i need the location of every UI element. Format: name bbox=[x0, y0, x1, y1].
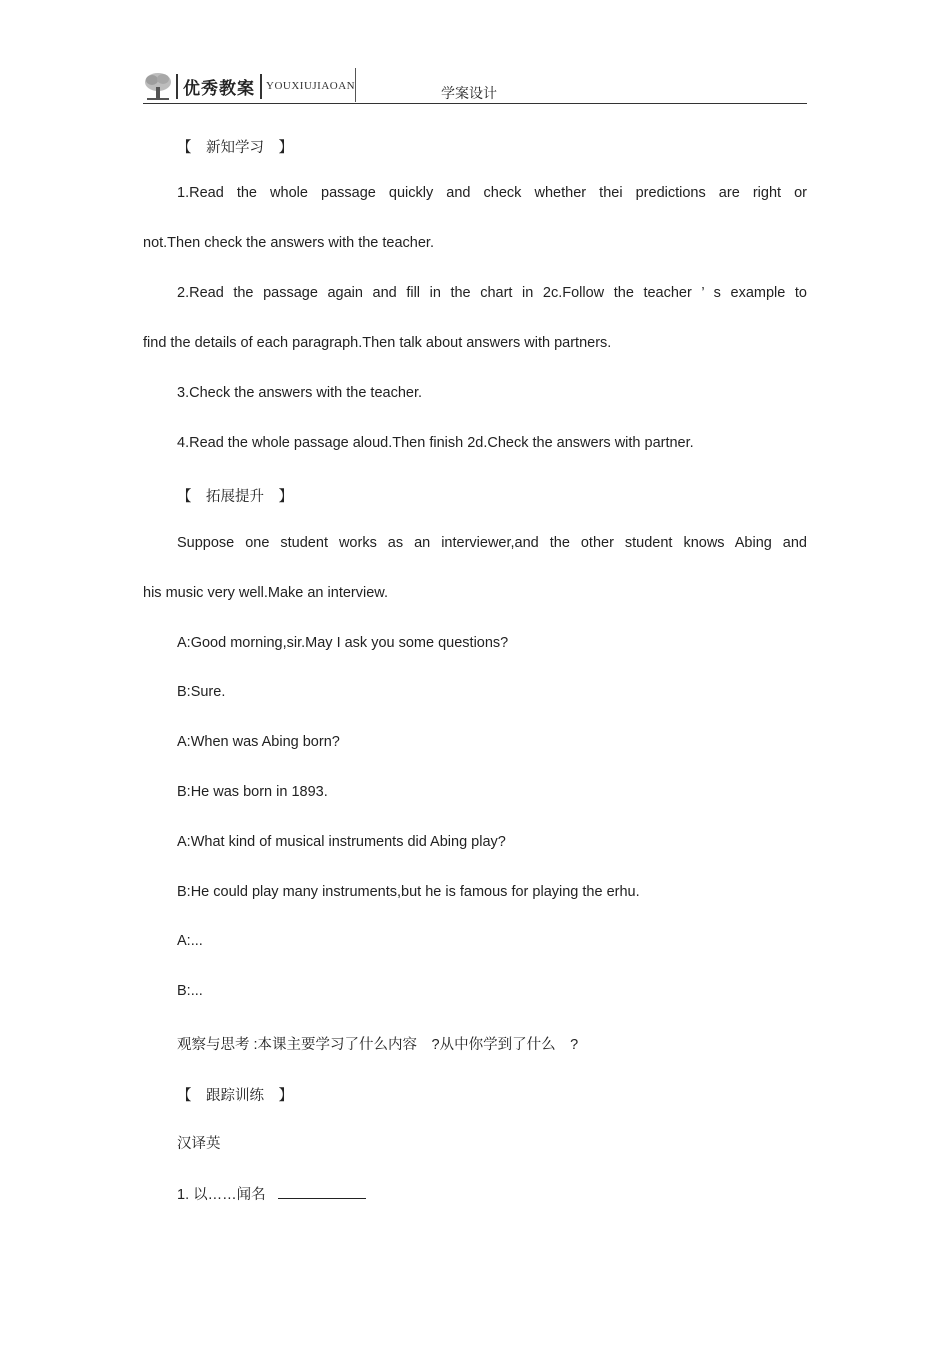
dialogue-line: A:What kind of musical instruments did Abing play? bbox=[177, 834, 506, 850]
exercise-title: 汉译英 bbox=[177, 1136, 221, 1152]
dialogue-line: A:Good morning,sir.May I ask you some questions? bbox=[177, 635, 509, 651]
section-heading-extension: 【 拓展提升 】 bbox=[177, 489, 293, 505]
dialogue-line: A:When was Abing born? bbox=[177, 734, 340, 750]
dialogue-line: B:He was born in 1893. bbox=[177, 784, 328, 800]
paragraph-line: 1.Read the whole passage quickly and check whether thei predictions are right or bbox=[177, 185, 807, 201]
reflection-question: 观察与思考 :本课主要学习了什么内容 ?从中你学到了什么 ? bbox=[177, 1037, 579, 1053]
paragraph-line: 2.Read the passage again and fill in the chart in 2c.Follow the teacher ’ s example to bbox=[177, 285, 807, 301]
paragraph-line: Suppose one student works as an interviewer,and the other student knows Abing and bbox=[177, 535, 807, 551]
header-title: 学案设计 bbox=[441, 85, 497, 101]
logo-text-en: YOUXIUJIAOAN bbox=[266, 80, 356, 92]
paragraph-line: 3.Check the answers with the teacher. bbox=[177, 385, 423, 401]
dialogue-line: A:... bbox=[177, 933, 203, 949]
exercise-item-text: 1. 以……闻名 bbox=[177, 1187, 266, 1203]
paragraph-line: his music very well.Make an interview. bbox=[143, 585, 388, 601]
answer-blank[interactable] bbox=[278, 1184, 366, 1199]
dialogue-line: B:Sure. bbox=[177, 684, 226, 700]
paragraph-line: find the details of each paragraph.Then talk about answers with partners. bbox=[143, 335, 612, 351]
logo-text-cn: 优秀教案 bbox=[176, 74, 262, 99]
section-heading-practice: 【 跟踪训练 】 bbox=[177, 1088, 293, 1104]
section-heading-new-learning: 【 新知学习 】 bbox=[177, 140, 293, 156]
tree-icon bbox=[143, 71, 173, 101]
header-rule bbox=[143, 103, 807, 104]
dialogue-line: B:He could play many instruments,but he is famous for playing the erhu. bbox=[177, 884, 640, 900]
paragraph-line: not.Then check the answers with the teacher. bbox=[143, 235, 434, 251]
paragraph-line: 4.Read the whole passage aloud.Then finish 2d.Check the answers with partner. bbox=[177, 435, 694, 451]
exercise-item bbox=[177, 1183, 807, 1204]
header-divider bbox=[355, 68, 356, 102]
logo bbox=[143, 70, 355, 102]
dialogue-line: B:... bbox=[177, 983, 203, 999]
page-header bbox=[143, 68, 807, 104]
